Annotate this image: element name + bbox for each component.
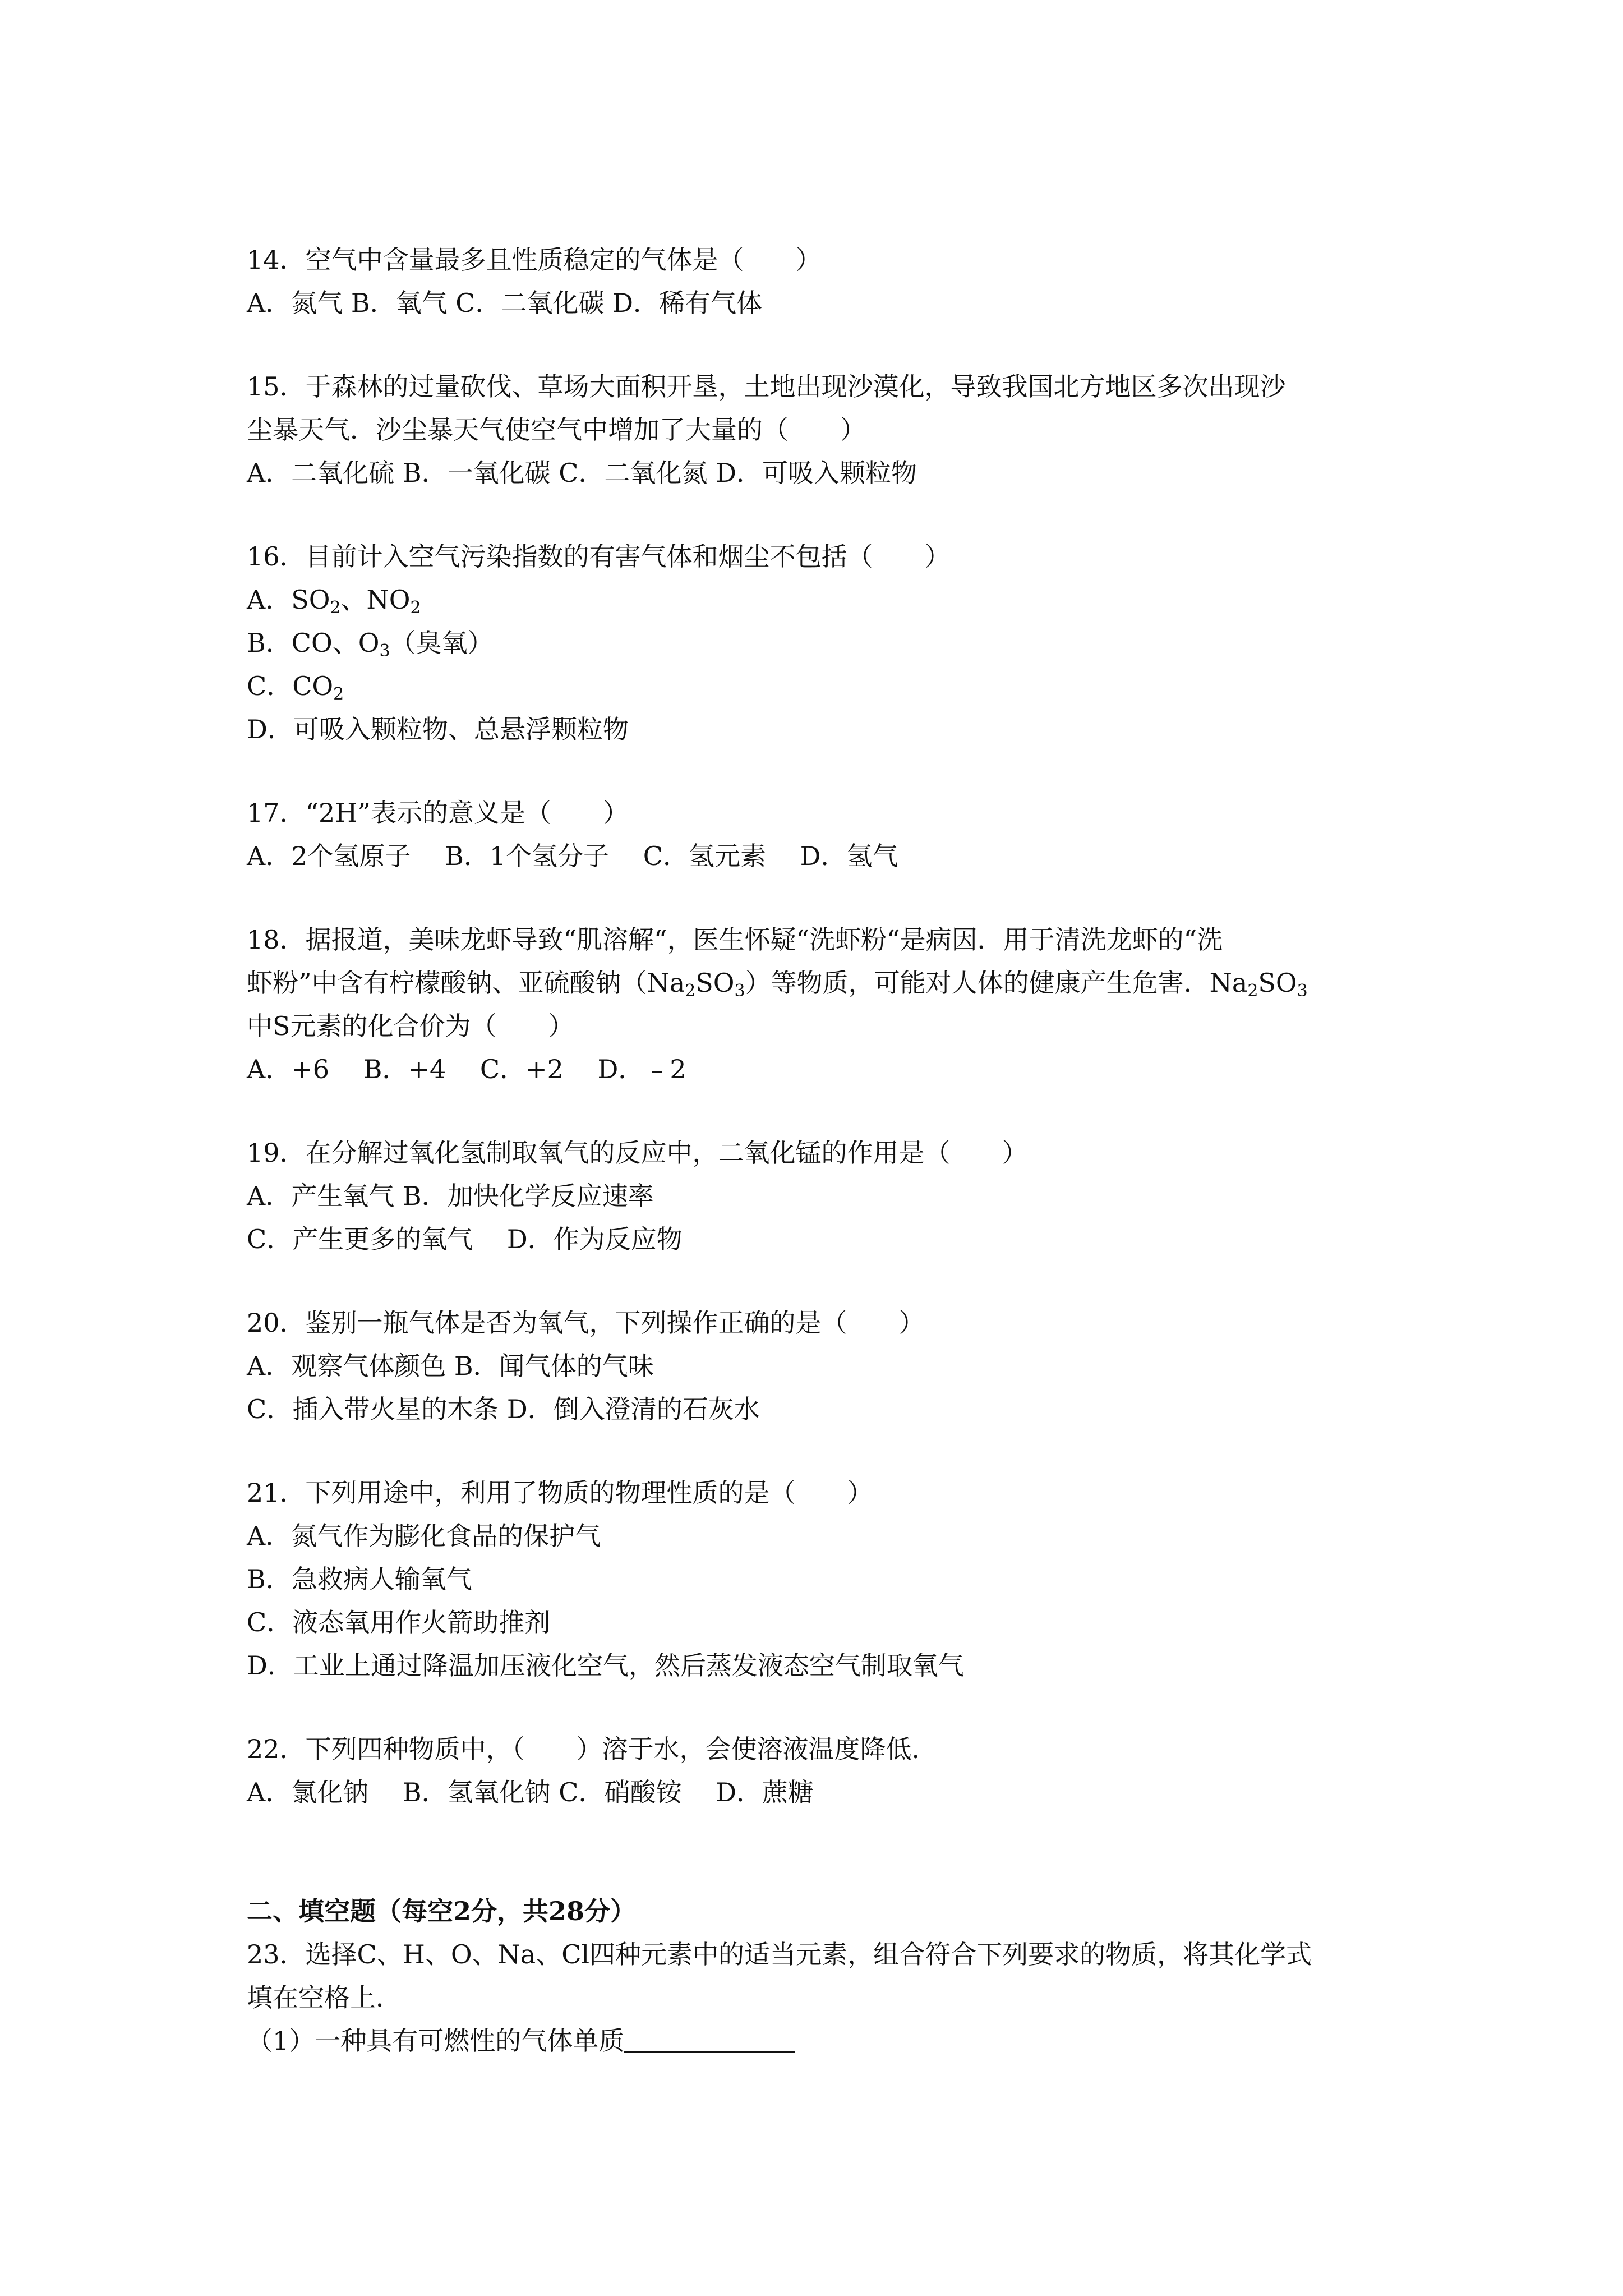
subscript: 2: [330, 598, 341, 618]
question-stem: 22．下列四种物质中，（ ）溶于水，会使溶液温度降低．: [247, 1734, 938, 1764]
question-16: [247, 535, 1396, 751]
question-options-line-2: C．产生更多的氧气 D．作为反应物: [247, 1224, 683, 1254]
subscript: 2: [410, 598, 421, 618]
question-stem: 14．空气中含量最多且性质稳定的气体是（ ）: [247, 245, 822, 275]
question-stem: 21．下列用途中，利用了物质的物理性质的是（ ）: [247, 1478, 873, 1508]
question-23: [247, 1933, 1396, 2063]
option-c: [247, 665, 1396, 708]
stem-text: SO: [695, 968, 735, 998]
option-b: [247, 622, 1396, 665]
page-content: [247, 238, 1396, 2063]
subscript: 2: [1247, 981, 1258, 1001]
option-d: D．工业上通过降温加压液化空气，然后蒸发液态空气制取氧气: [247, 1650, 964, 1681]
question-20: [247, 1301, 1396, 1431]
question-options: A．氯化钠 B．氢氧化钠 C．硝酸铵 D．蔗糖: [247, 1777, 814, 1807]
question-stem: 16．目前计入空气污染指数的有害气体和烟尘不包括（ ）: [247, 541, 951, 572]
option-text: （臭氧）: [390, 628, 494, 658]
question-stem-line-3: 中S元素的化合价为（ ）: [247, 1011, 574, 1041]
question-options: A．+6 B．+4 C．+2 D．﹣2: [247, 1054, 686, 1084]
question-21: [247, 1471, 1396, 1687]
subscript: 2: [685, 981, 696, 1001]
question-options-line-1: A．观察气体颜色 B．闻气体的气味: [247, 1351, 654, 1381]
question-stem-line-2: 尘暴天气．沙尘暴天气使空气中增加了大量的（ ）: [247, 415, 866, 445]
subscript: 3: [379, 641, 390, 661]
question-14: [247, 238, 1396, 325]
question-stem-line-2: 填在空格上．: [247, 1982, 402, 2013]
question-15: [247, 365, 1396, 495]
option-d: D．可吸入颗粒物、总悬浮颗粒物: [247, 714, 629, 744]
option-text: A．SO: [247, 585, 330, 615]
option-text: C．CO: [247, 671, 334, 701]
question-stem-line-1: 23．选择C、H、O、Na、Cl四种元素中的适当元素，组合符合下列要求的物质，将其化学式: [247, 1939, 1312, 1970]
subscript: 2: [333, 684, 344, 704]
question-options-line-1: A．产生氧气 B．加快化学反应速率: [247, 1181, 654, 1211]
question-options-line-2: C．插入带火星的木条 D．倒入澄清的石灰水: [247, 1394, 760, 1424]
option-a: [247, 578, 1396, 622]
question-stem-line-1: 18．据报道，美味龙虾导致“肌溶解“，医生怀疑“洗虾粉“是病因．用于清洗龙虾的“洗: [247, 924, 1223, 955]
question-options: A．二氧化硫 B．一氧化碳 C．二氧化氮 D．可吸入颗粒物: [247, 458, 917, 488]
answer-blank[interactable]: [624, 2026, 795, 2053]
question-19: [247, 1131, 1396, 1261]
option-c: C．液态氧用作火箭助推剂: [247, 1607, 551, 1637]
stem-text: 虾粉”中含有柠檬酸钠、亚硫酸钠（Na: [247, 968, 685, 998]
question-18: [247, 918, 1396, 1091]
stem-text: ）等物质，可能对人体的健康产生危害．Na: [745, 968, 1248, 998]
question-17: [247, 792, 1396, 878]
question-options: A．氮气 B．氧气 C．二氧化碳 D．稀有气体: [247, 288, 762, 318]
subscript: 3: [734, 981, 745, 1001]
question-stem: 17．“2H”表示的意义是（ ）: [247, 798, 629, 828]
question-22: [247, 1728, 1396, 1814]
stem-text: SO: [1258, 968, 1297, 998]
question-stem-line-2: [247, 961, 1396, 1005]
question-stem: 20．鉴别一瓶气体是否为氧气，下列操作正确的是（ ）: [247, 1308, 925, 1338]
option-text: 、NO: [340, 585, 411, 615]
subscript: 3: [1297, 981, 1308, 1001]
question-stem: 19．在分解过氧化氢制取氧气的反应中，二氧化锰的作用是（ ）: [247, 1138, 1028, 1168]
option-b: B．急救病人输氧气: [247, 1564, 472, 1594]
sub-question-1: [247, 2019, 1396, 2063]
sub-question-text: （1）一种具有可燃性的气体单质: [247, 2026, 625, 2056]
question-options: A．2个氢原子 B．1个氢分子 C．氢元素 D．氢气: [247, 841, 898, 871]
section-title: 二、填空题（每空2分，共28分）: [247, 1896, 637, 1926]
question-stem-line-1: 15．于森林的过量砍伐、草场大面积开垦，土地出现沙漠化，导致我国北方地区多次出现沙: [247, 371, 1286, 402]
option-a: A．氮气作为膨化食品的保护气: [247, 1521, 601, 1551]
option-text: B．CO、O: [247, 628, 380, 658]
